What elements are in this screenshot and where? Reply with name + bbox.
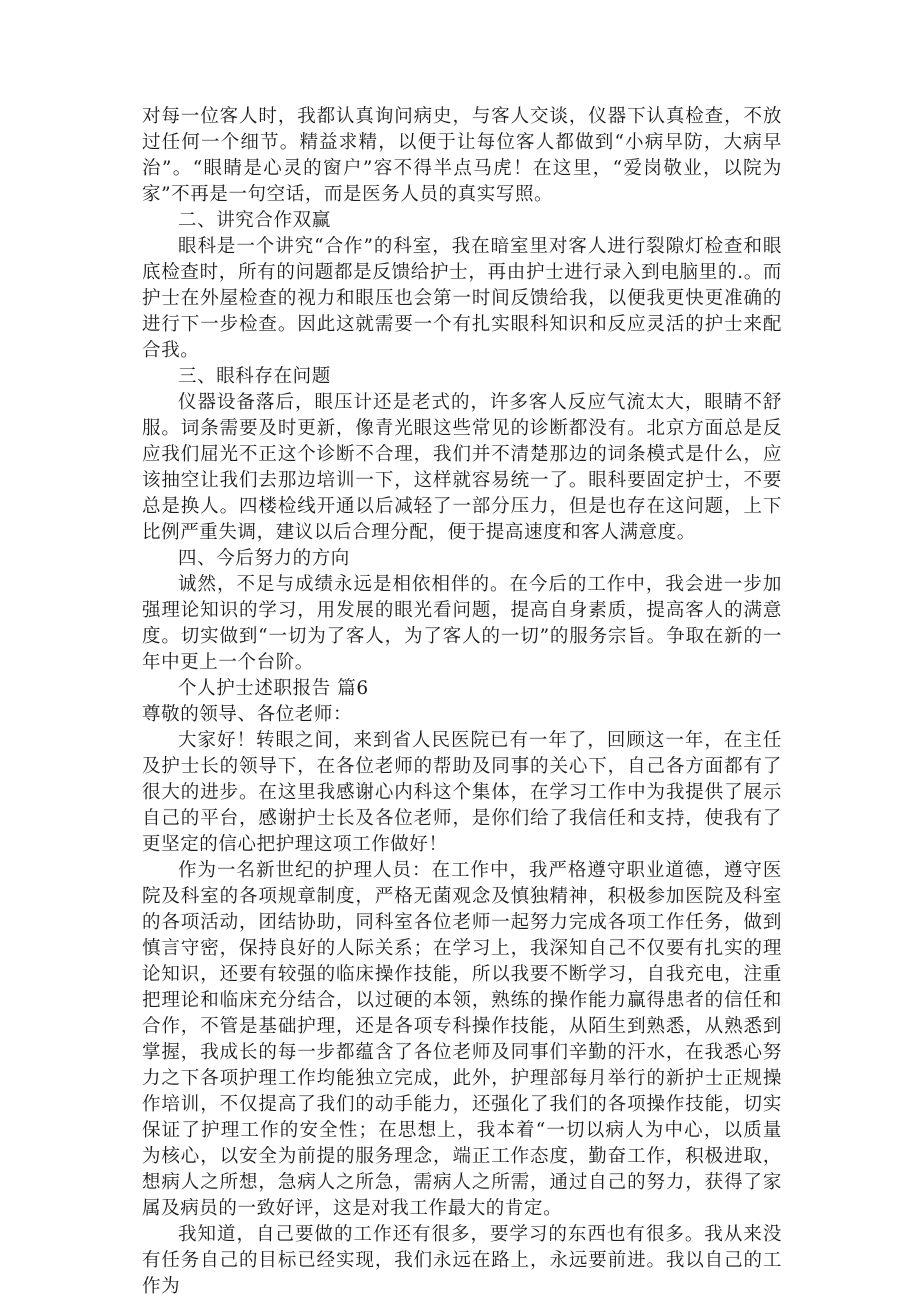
body-paragraph: 对每一位客人时，我都认真询问病史，与客人交谈，仪器下认真检查，不放过任何一个细节。精益求精，以便于让每位客人都做到“小病早防，大病早治”。“眼睛是心灵的窗户”容不得半点马虎！在这里，“爱岗敬业，以院为家”不再是一句空话，而是医务人员的真实写照。	[142, 106, 782, 205]
body-paragraph: 我知道，自己要做的工作还有很多，要学习的东西也有很多。我从来没有任务自己的目标已经实现，我们永远在路上，永远要前进。我以自己的工作为	[142, 1224, 782, 1297]
body-paragraph: 大家好！转眼之间，来到省人民医院已有一年了，回顾这一年，在主任及护士长的领导下，在各位老师的帮助及同事的关心下，自己各方面都有了很大的进步。在这里我感谢心内科这个集体，在学习工作中为我提供了展示自己的平台，感谢护士长及各位老师，是你们给了我信任和支持，使我有了更坚定的信心把护理这项工作做好！	[142, 730, 782, 855]
body-paragraph: 作为一名新世纪的护理人员：在工作中，我严格遵守职业道德，遵守医院及科室的各项规章制度，严格无菌观念及慎独精神，积极参加医院及科室的各项活动，团结协助，同科室各位老师一起努力完成各项工作任务，做到慎言守密，保持良好的人际关系；在学习上，我深知自己不仅要有扎实的理论知识，还要有较强的临床操作技能，所以我要不断学习，自我充电，注重把理论和临床充分结合，以过硬的本领，熟练的操作能力赢得患者的信任和合作，不管是基础护理，还是各项专科操作技能，从陌生到熟悉，从熟悉到掌握，我成长的每一步都蕴含了各位老师及同事们辛勤的汗水，在我悉心努力之下各项护理工作均能独立完成，此外，护理部每月举行的新护士正规操作培训，不仅提高了我们的动手能力，还强化了我们的各项操作技能，切实保证了护理工作的安全性；在思想上，我本着“一切以病人为中心，以质量为核心，以安全为前提的服务理念，端正工作态度，勤奋工作，积极进取，想病人之所想，急病人之所急，需病人之所需，通过自己的努力，获得了家属及病员的一致好评，这是对我工作最大的肯定。	[142, 860, 782, 1219]
section-heading: 二、讲究合作双赢	[178, 210, 331, 231]
document-page	[142, 104, 782, 1300]
report-title: 个人护士述职报告 篇6	[178, 678, 369, 699]
salutation: 尊敬的领导、各位老师：	[142, 704, 353, 725]
body-paragraph: 仪器设备落后，眼压计还是老式的，许多客人反应气流太大，眼睛不舒服。词条需要及时更新，像青光眼这些常见的诊断都没有。北京方面总是反应我们屈光不正这个诊断不合理，我们并不清楚那边的词条模式是什么，应该抽空让我们去那边培训一下，这样就容易统一了。眼科要固定护士，不要总是换人。四楼检线开通以后减轻了一部分压力，但是也存在这问题，上下比例严重失调，建议以后合理分配，便于提高速度和客人满意度。	[142, 392, 782, 543]
body-paragraph: 诚然，不足与成绩永远是相依相伴的。在今后的工作中，我会进一步加强理论知识的学习，用发展的眼光看问题，提高自身素质，提高客人的满意度。切实做到“一切为了客人，为了客人的一切”的服务宗旨。争取在新的一年中更上一个台阶。	[142, 574, 782, 673]
body-paragraph: 眼科是一个讲究“合作”的科室，我在暗室里对客人进行裂隙灯检查和眼底检查时，所有的问题都是反馈给护士，再由护士进行录入到电脑里的.。而护士在外屋检查的视力和眼压也会第一时间反馈给我，以便我更快更准确的进行下一步检查。因此这就需要一个有扎实眼科知识和反应灵活的护士来配合我。	[142, 236, 782, 361]
section-heading: 三、眼科存在问题	[178, 366, 331, 387]
section-heading: 四、今后努力的方向	[178, 548, 350, 569]
